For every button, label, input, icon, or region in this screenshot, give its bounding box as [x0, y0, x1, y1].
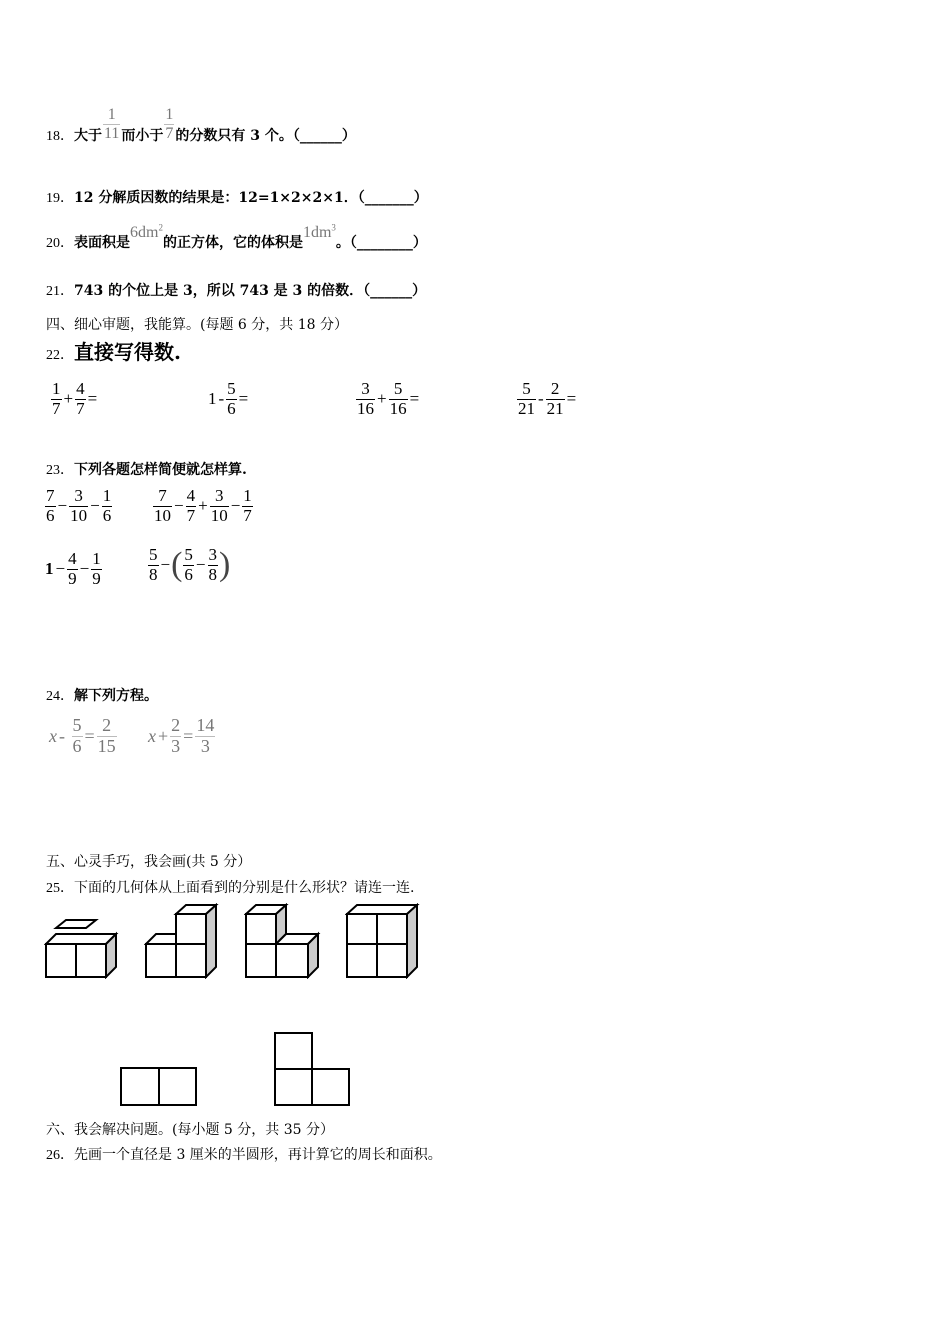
left-paren: ( [171, 546, 183, 584]
question-number: 25． [46, 881, 74, 896]
fraction [75, 380, 86, 418]
numerator: 1 [52, 379, 61, 398]
fraction [97, 716, 117, 757]
operator: − [55, 559, 66, 579]
fraction [546, 380, 565, 418]
equals: = [84, 725, 95, 746]
numerator: 5 [517, 380, 536, 400]
calc-expression-4 [516, 380, 577, 418]
operator: − [90, 496, 100, 516]
equals: = [566, 389, 577, 409]
denominator: 8 [149, 564, 158, 584]
simplify-expression-1 [44, 487, 113, 525]
numerator: 3 [210, 487, 229, 507]
operator: + [377, 389, 387, 409]
denominator: 16 [357, 398, 374, 418]
equals: = [183, 725, 194, 746]
operator: − [79, 559, 90, 579]
equals: = [409, 389, 420, 409]
numerator: 1 [243, 486, 252, 505]
question-title: 下列各题怎样简便就怎样算. [74, 462, 247, 478]
fraction [164, 106, 174, 142]
cube-figure-1 [44, 903, 120, 979]
question-text: 下面的几何体从上面看到的分别是什么形状？请连一连. [74, 880, 415, 896]
question-20 [46, 222, 427, 252]
denominator: 21 [518, 398, 535, 418]
fraction [102, 487, 113, 525]
fraction [186, 487, 197, 525]
right-paren: ) [219, 546, 231, 584]
question-22 [46, 336, 181, 365]
denominator: 6 [46, 505, 55, 525]
numerator: 1 [165, 106, 174, 123]
denominator: 3 [200, 735, 210, 756]
fraction [69, 487, 88, 525]
numerator: 7 [46, 486, 55, 505]
cube-figure-3 [244, 903, 322, 979]
equals: = [87, 389, 98, 409]
q18-post: 的分数只有 3 个。（______） [175, 128, 356, 145]
numerator: 1 [92, 549, 101, 568]
q18-mid: 而小于 [121, 128, 164, 145]
numerator: 5 [184, 545, 193, 564]
volume-unit: 1dm [302, 224, 332, 241]
question-26 [46, 1144, 442, 1164]
question-number: 21． [46, 284, 74, 299]
numerator: 4 [186, 486, 196, 505]
fraction [226, 380, 237, 418]
cube-figure-2 [144, 903, 220, 979]
question-19 [46, 187, 428, 207]
operator: − [195, 555, 206, 575]
fraction [208, 546, 219, 584]
simplify-expression-3 [44, 550, 103, 588]
volume-value [303, 224, 336, 241]
operator: − [160, 555, 171, 575]
simplify-expression-2 [152, 487, 254, 525]
q20-post: 。（________） [335, 235, 427, 251]
q20-pre: 表面积是 [74, 235, 130, 251]
numerator: 7 [153, 487, 172, 507]
question-title: 解下列方程。 [74, 688, 158, 704]
denominator: 9 [68, 568, 77, 588]
numerator: 2 [546, 380, 565, 400]
fraction [45, 487, 56, 525]
question-number: 23． [46, 463, 74, 478]
fraction [103, 106, 120, 142]
denominator: 8 [208, 564, 218, 584]
top-view-l-shape [273, 1031, 353, 1108]
denominator: 16 [389, 398, 407, 418]
cube-figure-4 [345, 903, 421, 979]
integer: 1 [45, 559, 54, 579]
numerator: 5 [72, 715, 82, 735]
operator: - [59, 725, 65, 746]
simplify-expression-4 [147, 546, 230, 584]
variable: x [49, 725, 57, 746]
section-5-heading: 五、心灵手巧，我会画(共 5 分） [46, 854, 252, 870]
question-25 [46, 877, 414, 897]
question-title: 直接写得数. [74, 340, 181, 364]
fraction [72, 716, 83, 757]
operator: − [57, 496, 68, 516]
denominator: 11 [104, 124, 120, 142]
denominator: 7 [165, 124, 174, 142]
question-18 [46, 106, 356, 154]
variable: x [148, 725, 156, 746]
question-24 [46, 685, 158, 705]
exponent: 3 [331, 222, 336, 233]
question-23 [46, 459, 247, 479]
denominator: 15 [97, 735, 116, 756]
question-number: 19． [46, 191, 74, 206]
operator: - [538, 389, 544, 409]
equation-1 [48, 716, 118, 757]
operator: + [63, 389, 74, 409]
denominator: 6 [227, 398, 236, 418]
numerator: 4 [76, 379, 85, 398]
area-value [130, 224, 163, 241]
denominator: 10 [154, 505, 171, 525]
denominator: 7 [243, 505, 252, 525]
denominator: 7 [76, 398, 85, 418]
question-text: 743 的个位上是 3，所以 743 是 3 的倍数．（______） [74, 283, 427, 299]
fraction [153, 487, 172, 525]
fraction [517, 380, 536, 418]
q20-mid: 的正方体，它的体积是 [162, 235, 303, 251]
calc-expression-2 [207, 380, 249, 418]
operator: + [198, 496, 208, 516]
denominator: 7 [186, 505, 196, 525]
question-text: 先画一个直径是 3 厘米的半圆形，再计算它的周长和面积。 [74, 1147, 442, 1163]
question-number: 20． [46, 236, 74, 251]
fraction [356, 380, 375, 418]
q18-pre: 大于 [74, 128, 102, 145]
equals: = [238, 389, 249, 409]
fraction [183, 546, 194, 584]
fraction [170, 716, 181, 757]
denominator: 7 [52, 398, 61, 418]
numerator: 3 [69, 487, 88, 507]
operator: + [158, 725, 169, 746]
operator: − [174, 496, 184, 516]
fraction [51, 380, 62, 418]
question-21 [46, 280, 426, 300]
denominator: 9 [92, 568, 101, 588]
numerator: 14 [196, 715, 215, 735]
denominator: 3 [171, 735, 181, 756]
exponent: 2 [158, 222, 163, 233]
fraction [389, 380, 408, 418]
numerator: 4 [68, 549, 77, 568]
denominator: 6 [72, 735, 82, 756]
numerator: 5 [149, 545, 158, 564]
numerator: 2 [171, 715, 181, 735]
fraction [148, 546, 159, 584]
numerator: 2 [97, 716, 117, 737]
equation-2 [147, 716, 216, 757]
fraction [195, 716, 215, 757]
section-4-heading: 四、细心审题，我能算。(每题 6 分，共 18 分） [46, 317, 348, 333]
question-number: 18． [46, 129, 74, 145]
denominator: 10 [70, 505, 88, 525]
fraction [210, 487, 229, 525]
denominator: 21 [546, 398, 564, 418]
fraction [242, 487, 253, 525]
denominator: 10 [210, 505, 228, 525]
fraction [67, 550, 78, 588]
operator: - [218, 389, 225, 409]
integer: 1 [208, 389, 217, 409]
fraction [91, 550, 102, 588]
question-number: 22． [46, 348, 74, 363]
numerator: 1 [102, 486, 112, 505]
section-6-heading: 六、我会解决问题。(每小题 5 分，共 35 分） [46, 1122, 334, 1138]
numerator: 3 [208, 545, 218, 564]
top-view-two-squares [119, 1066, 199, 1108]
calc-expression-3 [355, 380, 420, 418]
question-number: 24． [46, 689, 74, 704]
question-number: 26． [46, 1148, 74, 1163]
numerator: 1 [103, 106, 120, 125]
denominator: 6 [184, 564, 193, 584]
numerator: 3 [356, 380, 375, 400]
question-text: 12 分解质因数的结果是：12=1×2×2×1．（_______） [74, 190, 428, 206]
operator: − [230, 496, 241, 516]
denominator: 6 [102, 505, 112, 525]
numerator: 5 [389, 380, 408, 400]
area-unit: 6dm [130, 224, 159, 241]
numerator: 5 [227, 379, 236, 398]
calc-expression-1 [50, 380, 98, 418]
